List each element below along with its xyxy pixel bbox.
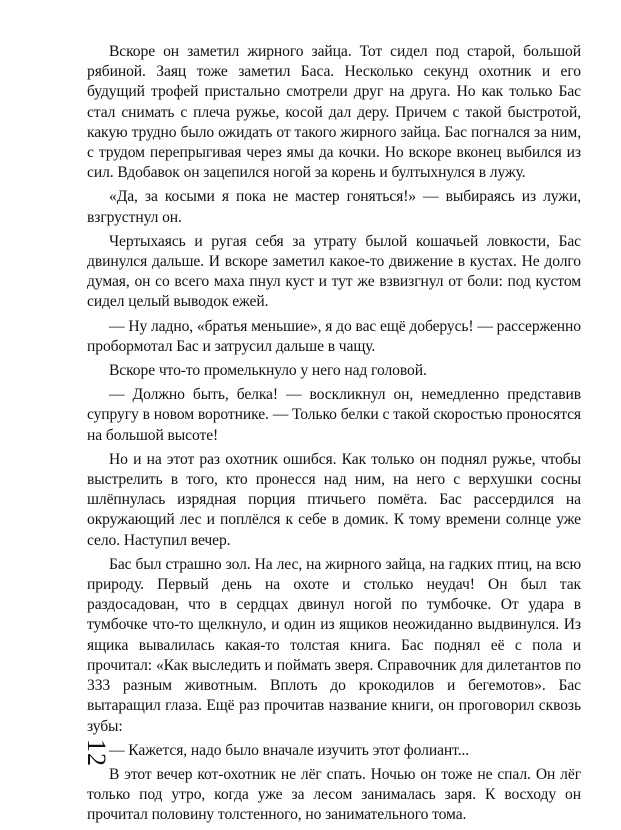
- paragraph-brothers: — Ну ладно, «братья меньшие», я до вас ещё доберусь! — рассерженно пробормотал Бас и затрусил дальше в чащу.: [87, 317, 581, 355]
- paragraph-night: В этот вечер кот-охотник не лёг спать. Ночью он тоже не спал. Он лёг только под утро, когда уже за лесом занималась заря. К восходу он прочитал половину толстенного, но занимательного тома.: [87, 765, 581, 824]
- paragraph-hedgehogs: Чертыхаясь и ругая себя за утрату былой кошачьей ловкости, Бас двинулся дальше. И вскоре заметил какое-то движение в кустах. Не долго думая, он со всего маха пнул куст и тут же взвизгнул от боли: под кустом сидел целый выводок ежей.: [87, 232, 581, 311]
- paragraph-folio: — Кажется, надо было вначале изучить этот фолиант...: [109, 741, 470, 759]
- paragraph-squirrel: — Должно быть, белка! — воскликнул он, немедленно представив супругу в новом воротнике. — Только белки с такой скоростью проносятся на большой высоте!: [87, 386, 581, 444]
- page-body: [87, 42, 581, 830]
- paragraph-puddle: «Да, за косыми я пока не мастер гоняться!» — выбираясь из лужи, взгрустнул он.: [87, 188, 581, 226]
- paragraph-bird: Но и на этот раз охотник ошибся. Как только он поднял ружье, чтобы выстрелить в того, кто пронесся над ним, на него с верхушки сосны шлёпнулась изрядная порция птичьего помёта. Бас рассердился на окружающий лес и поплёлся к себе в домик. К тому времени солнце уже село. Наступил вечер.: [87, 450, 581, 549]
- paragraph-hare: Вскоре он заметил жирного зайца. Тот сидел под старой, большой рябиной. Заяц тоже заметил Баса. Несколько секунд охотник и его будущий трофей пристально смотрели друг на друга. Но как только Бас стал снимать с плеча ружье, косой дал деру. Причем с такой быстротой, какую трудно было ожидать от такого жирного зайца. Бас погнался за ним, с трудом перепрыгивая через ямы да кочки. Но вскоре вконец выбился из сил. Вдобавок он зацепился ногой за корень и бултыхнулся в лужу.: [87, 43, 581, 182]
- paragraph-flicker: Вскоре что-то промелькнуло у него над головой.: [109, 362, 427, 380]
- paragraph-book: Бас был страшно зол. На лес, на жирного зайца, на гадких птиц, на всю природу. Первый день на охоте и столько неудач! Он был так раздосадован, что в сердцах двинул ногой по тумбочке. От удара в тумбочке что-то щелкнуло, и один из ящиков неожиданно выдвинулся. Из ящика вывалилась какая-то толстая книга. Бас поднял её с пола и прочитал: «Как выследить и поймать зверя. Справочник для дилетантов по 333 разным животным. Вплоть до крокодилов и бегемотов». Бас вытаращил глаза. Ещё раз прочитав название книги, он проговорил сквозь зубы:: [87, 555, 581, 735]
- page-number: 12: [82, 739, 111, 767]
